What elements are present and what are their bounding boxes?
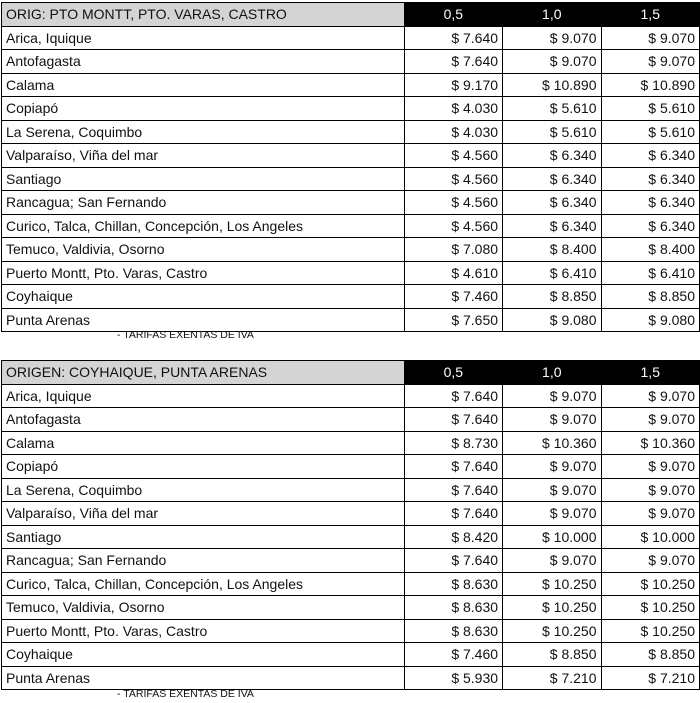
table-row	[2, 502, 700, 526]
price-cell: $ 4.030	[404, 97, 502, 121]
price-cell: $ 4.610	[404, 261, 502, 285]
price-cell: $ 8.630	[404, 596, 502, 620]
table-row	[2, 26, 700, 50]
price-cell: $ 10.250	[601, 619, 700, 643]
price-cell: $ 6.340	[503, 167, 601, 191]
price-cell: $ 9.070	[503, 478, 601, 502]
price-cell: $ 4.030	[404, 120, 502, 144]
table-row	[2, 238, 700, 262]
price-cell: $ 9.070	[503, 549, 601, 573]
price-cell: $ 8.400	[601, 238, 700, 262]
price-cell: $ 10.000	[503, 525, 601, 549]
table-row	[2, 643, 700, 667]
price-cell: $ 10.250	[601, 572, 700, 596]
table-row	[2, 191, 700, 215]
price-cell: $ 4.560	[404, 214, 502, 238]
destination-cell: Valparaíso, Viña del mar	[2, 144, 405, 168]
destination-cell: Punta Arenas	[2, 308, 405, 332]
price-cell: $ 6.340	[601, 144, 700, 168]
price-cell: $ 5.610	[601, 120, 700, 144]
price-cell: $ 6.340	[601, 167, 700, 191]
price-cell: $ 10.250	[503, 619, 601, 643]
table-row	[2, 549, 700, 573]
price-cell: $ 9.070	[503, 384, 601, 408]
destination-cell: Antofagasta	[2, 50, 405, 74]
table-row	[2, 308, 700, 332]
price-cell: $ 4.560	[404, 191, 502, 215]
price-cell: $ 6.340	[503, 191, 601, 215]
price-cell: $ 9.070	[601, 549, 700, 573]
destination-cell: Arica, Iquique	[2, 384, 405, 408]
weight-header: 0,5	[404, 361, 502, 385]
price-cell: $ 7.640	[404, 384, 502, 408]
table-row	[2, 97, 700, 121]
destination-cell: Curico, Talca, Chillan, Concepción, Los Angeles	[2, 572, 405, 596]
price-cell: $ 6.340	[601, 191, 700, 215]
origin-header: ORIG: PTO MONTT, PTO. VARAS, CASTRO	[2, 3, 405, 27]
table-row	[2, 144, 700, 168]
destination-cell: La Serena, Coquimbo	[2, 120, 405, 144]
table-row	[2, 572, 700, 596]
price-cell: $ 7.640	[404, 455, 502, 479]
table-row	[2, 431, 700, 455]
weight-header: 1,5	[601, 3, 700, 27]
destination-cell: Antofagasta	[2, 408, 405, 432]
price-cell: $ 10.890	[601, 73, 700, 97]
price-cell: $ 8.730	[404, 431, 502, 455]
price-cell: $ 7.210	[503, 666, 601, 690]
price-cell: $ 9.070	[503, 26, 601, 50]
price-cell: $ 7.080	[404, 238, 502, 262]
table-header-row	[2, 3, 700, 27]
price-cell: $ 4.560	[404, 144, 502, 168]
price-cell: $ 7.640	[404, 478, 502, 502]
destination-cell: Puerto Montt, Pto. Varas, Castro	[2, 261, 405, 285]
price-cell: $ 6.410	[601, 261, 700, 285]
price-cell: $ 7.640	[404, 408, 502, 432]
price-cell: $ 9.070	[601, 408, 700, 432]
price-cell: $ 6.340	[503, 144, 601, 168]
origin-header: ORIGEN: COYHAIQUE, PUNTA ARENAS	[2, 361, 405, 385]
price-cell: $ 6.340	[503, 214, 601, 238]
price-cell: $ 10.360	[601, 431, 700, 455]
table-row	[2, 478, 700, 502]
destination-cell: Copiapó	[2, 97, 405, 121]
price-cell: $ 5.610	[503, 97, 601, 121]
price-cell: $ 9.070	[601, 478, 700, 502]
table-row	[2, 666, 700, 690]
destination-cell: Santiago	[2, 167, 405, 191]
price-cell: $ 10.360	[503, 431, 601, 455]
price-cell: $ 8.630	[404, 572, 502, 596]
table-row	[2, 525, 700, 549]
price-cell: $ 9.080	[503, 308, 601, 332]
table-row	[2, 214, 700, 238]
destination-cell: Calama	[2, 73, 405, 97]
table-row	[2, 167, 700, 191]
price-cell: $ 6.410	[503, 261, 601, 285]
destination-cell: La Serena, Coquimbo	[2, 478, 405, 502]
price-cell: $ 9.070	[601, 384, 700, 408]
price-cell: $ 5.610	[503, 120, 601, 144]
price-cell: $ 7.640	[404, 549, 502, 573]
table-row	[2, 120, 700, 144]
weight-header: 1,0	[503, 3, 601, 27]
destination-cell: Temuco, Valdivia, Osorno	[2, 596, 405, 620]
price-cell: $ 9.070	[601, 50, 700, 74]
price-cell: $ 4.560	[404, 167, 502, 191]
price-cell: $ 7.650	[404, 308, 502, 332]
price-cell: $ 7.640	[404, 26, 502, 50]
destination-cell: Curico, Talca, Chillan, Concepción, Los Angeles	[2, 214, 405, 238]
destination-cell: Arica, Iquique	[2, 26, 405, 50]
tax-note: - TARIFAS EXENTAS DE IVA	[117, 329, 254, 341]
destination-cell: Puerto Montt, Pto. Varas, Castro	[2, 619, 405, 643]
tax-note: - TARIFAS EXENTAS DE IVA	[117, 688, 254, 700]
price-cell: $ 9.070	[601, 455, 700, 479]
price-cell: $ 7.640	[404, 50, 502, 74]
price-cell: $ 8.630	[404, 619, 502, 643]
price-cell: $ 9.070	[601, 26, 700, 50]
table-row	[2, 596, 700, 620]
price-cell: $ 7.460	[404, 285, 502, 309]
destination-cell: Temuco, Valdivia, Osorno	[2, 238, 405, 262]
table-row	[2, 619, 700, 643]
price-cell: $ 8.850	[503, 285, 601, 309]
price-cell: $ 9.070	[601, 502, 700, 526]
table-row	[2, 50, 700, 74]
weight-header: 1,0	[503, 361, 601, 385]
price-cell: $ 6.340	[601, 214, 700, 238]
destination-cell: Coyhaique	[2, 643, 405, 667]
price-cell: $ 7.460	[404, 643, 502, 667]
table-row	[2, 285, 700, 309]
destination-cell: Calama	[2, 431, 405, 455]
table-body	[2, 26, 700, 332]
price-cell: $ 5.930	[404, 666, 502, 690]
price-cell: $ 9.070	[503, 408, 601, 432]
rate-table-coyhaique	[1, 360, 700, 690]
table-row	[2, 408, 700, 432]
price-cell: $ 9.080	[601, 308, 700, 332]
weight-header: 0,5	[404, 3, 502, 27]
price-cell: $ 10.250	[601, 596, 700, 620]
price-cell: $ 5.610	[601, 97, 700, 121]
price-cell: $ 8.400	[503, 238, 601, 262]
table-row	[2, 384, 700, 408]
price-cell: $ 8.850	[601, 643, 700, 667]
price-cell: $ 8.850	[503, 643, 601, 667]
destination-cell: Copiapó	[2, 455, 405, 479]
table-row	[2, 261, 700, 285]
price-cell: $ 8.850	[601, 285, 700, 309]
destination-cell: Rancagua; San Fernando	[2, 549, 405, 573]
weight-header: 1,5	[601, 361, 700, 385]
table-body	[2, 384, 700, 690]
rate-table-pto-montt	[1, 2, 700, 332]
price-cell: $ 7.210	[601, 666, 700, 690]
destination-cell: Valparaíso, Viña del mar	[2, 502, 405, 526]
table-row	[2, 73, 700, 97]
destination-cell: Rancagua; San Fernando	[2, 191, 405, 215]
destination-cell: Santiago	[2, 525, 405, 549]
price-cell: $ 10.250	[503, 596, 601, 620]
price-cell: $ 8.420	[404, 525, 502, 549]
table-row	[2, 455, 700, 479]
destination-cell: Coyhaique	[2, 285, 405, 309]
price-cell: $ 9.070	[503, 50, 601, 74]
destination-cell: Punta Arenas	[2, 666, 405, 690]
price-cell: $ 10.000	[601, 525, 700, 549]
price-cell: $ 10.250	[503, 572, 601, 596]
price-cell: $ 10.890	[503, 73, 601, 97]
table-header-row	[2, 361, 700, 385]
price-cell: $ 9.070	[503, 455, 601, 479]
price-cell: $ 9.070	[503, 502, 601, 526]
price-cell: $ 7.640	[404, 502, 502, 526]
price-cell: $ 9.170	[404, 73, 502, 97]
